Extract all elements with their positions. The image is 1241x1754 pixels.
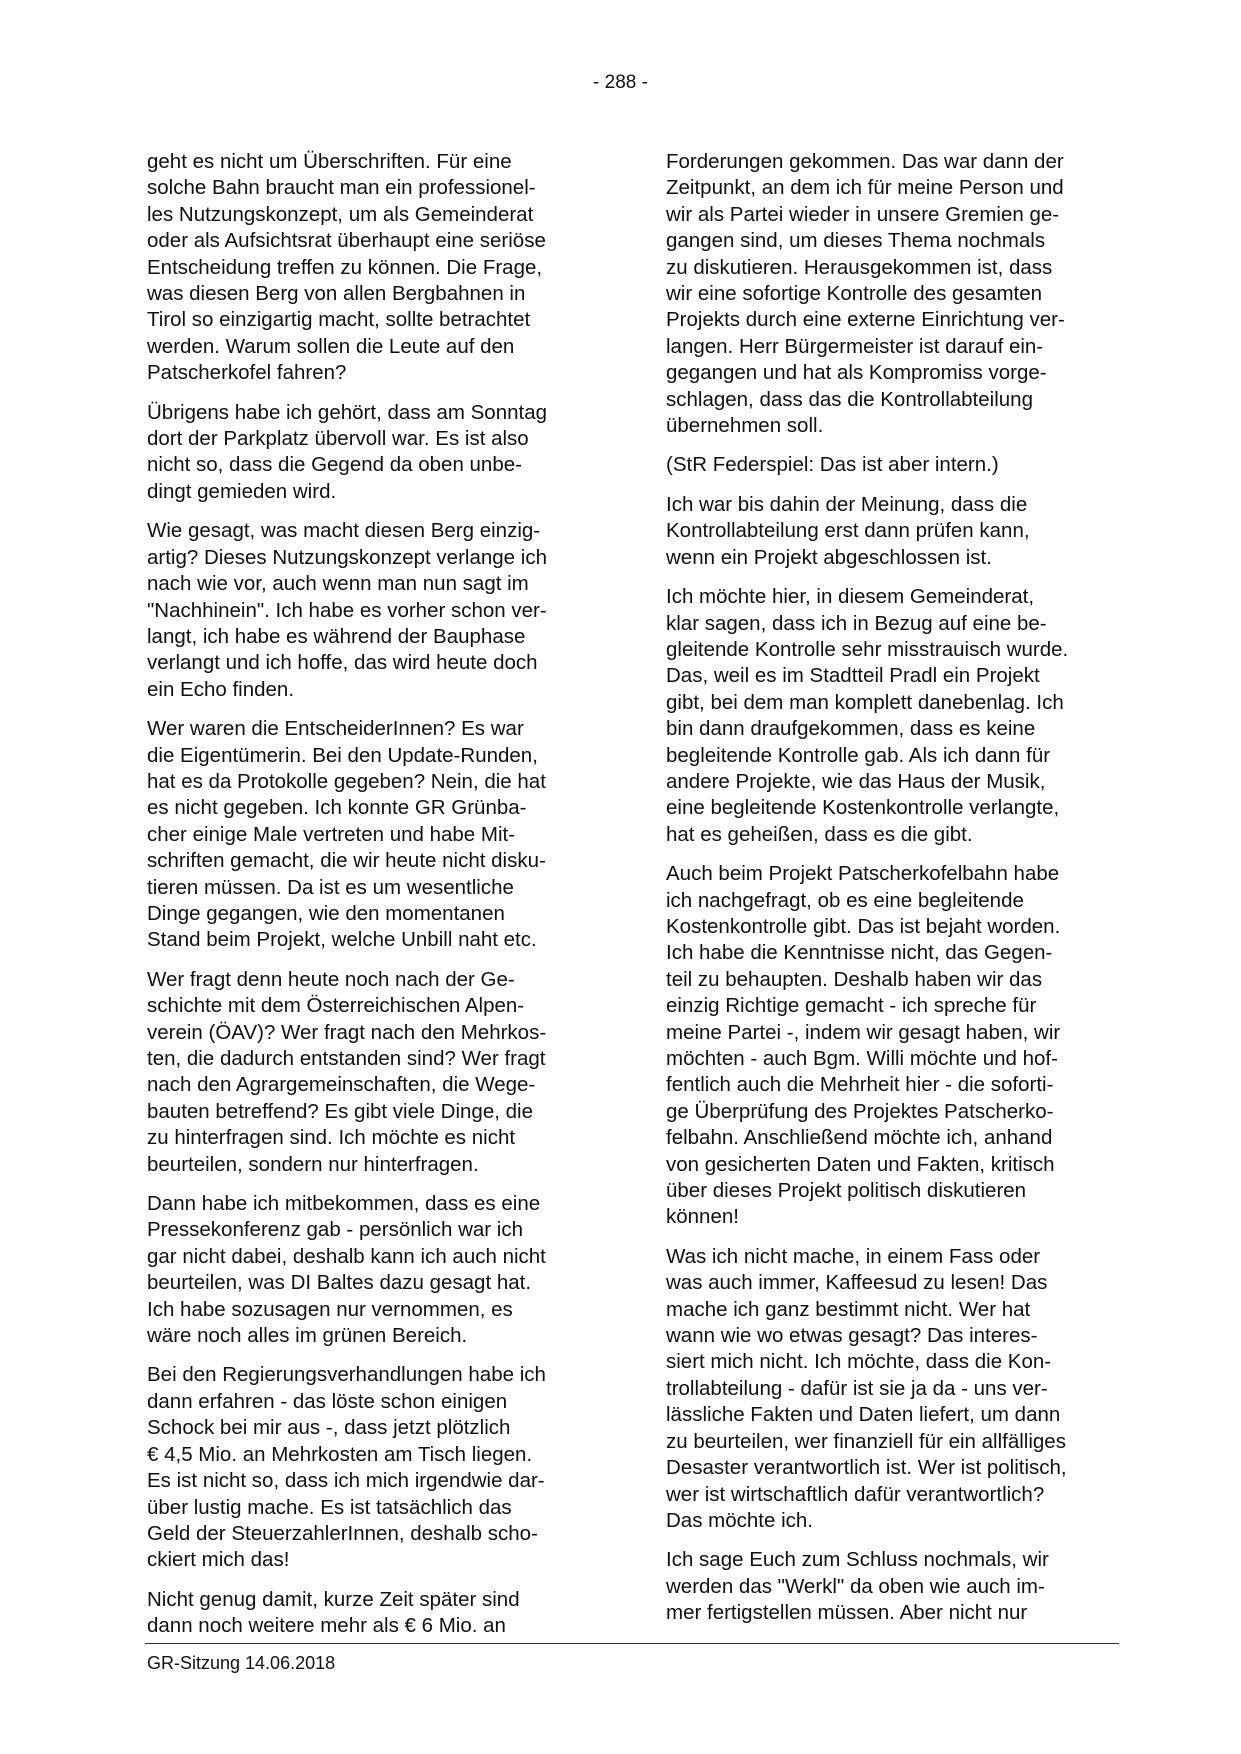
left-column: [147, 149, 583, 1653]
paragraph: Nicht genug damit, kurze Zeit später sind dann noch weitere mehr als € 6 Mio. an: [147, 1587, 520, 1638]
paragraph: Wer waren die EntscheiderInnen? Es war die Eigentümerin. Bei den Update-Runden, hat es da Protokolle gegeben? Nein, die hat es nicht gegeben. Ich konnte GR Grünba- cher einige Male vertreten und habe Mit- schriften gemacht, die wir heute nicht disku- tieren müssen. Da ist es um wesentliche Dinge gegangen, wie den momentanen Stand beim Projekt, welche Unbill naht etc.: [147, 717, 546, 952]
footer-session-date: GR-Sitzung 14.06.2018: [147, 1653, 336, 1673]
paragraph: Wie gesagt, was macht diesen Berg einzig- artig? Dieses Nutzungskonzept verlange ich nach wie vor, auch wenn man nun sagt im "Nachhinein". Ich habe es vorher schon ver- langt, ich habe es während der Bauphase verlangt und ich hoffe, das wird heute doch ein Echo finden.: [147, 519, 547, 701]
paragraph: Wer fragt denn heute noch nach der Ge- schichte mit dem Österreichischen Alpen- verein (ÖAV)? Wer fragt nach den Mehrkos- ten, die dadurch entstanden sind? Wer fragt nach den Agrargemeinschaften, die Wege- bauten betreffend? Es gibt viele Dinge, die zu hinterfragen sind. Ich möchte es nicht beurteilen, sondern nur hinterfragen.: [147, 967, 547, 1176]
paragraph: Übrigens habe ich gehört, dass am Sonntag dort der Parkplatz übervoll war. Es ist also nicht so, dass die Gegend da oben unbe- dingt gemieden wird.: [147, 400, 548, 503]
paragraph: Was ich nicht mache, in einem Fass oder was auch immer, Kaffeesud zu lesen! Das mache ich ganz bestimmt nicht. Wer hat wann wie wo etwas gesagt? Das interes- siert mich nicht. Ich möchte, dass die Kon- trollabteilung - dafür ist sie ja da - uns ver- lässliche Fakten und Daten liefert, um dann zu beurteilen, wer finanziell für ein allfälliges Desaster verantwortlich ist. Wer ist politisch, wer ist wirtschaftlich dafür verantwortlich? Das möchte ich.: [666, 1244, 1067, 1532]
right-column: [666, 149, 1118, 1640]
paragraph: Ich war bis dahin der Meinung, dass die Kontrollabteilung erst dann prüfen kann, wenn ein Projekt abgeschlossen ist.: [666, 492, 1030, 569]
paragraph: Dann habe ich mitbekommen, dass es eine Pressekonferenz gab - persönlich war ich gar nicht dabei, deshalb kann ich auch nicht beurteilen, was DI Baltes dazu gesagt hat. Ich habe sozusagen nur vernommen, es wäre noch alles im grünen Bereich.: [147, 1192, 546, 1348]
page-number: - 288 -: [593, 72, 648, 93]
paragraph: geht es nicht um Überschriften. Für eine solche Bahn braucht man ein professionel- les Nutzungskonzept, um als Gemeinderat oder als Aufsichtsrat überhaupt eine seriöse Entscheidung treffen zu können. Die Frage, was diesen Berg von allen Bergbahnen in Tirol so einzigartig macht, sollte betrachtet werden. Warum sollen die Leute auf den Patscherkofel fahren?: [147, 150, 546, 385]
paragraph: Bei den Regierungsverhandlungen habe ich dann erfahren - das löste schon einigen Schock bei mir aus -, dass jetzt plötzlich € 4,5 Mio. an Mehrkosten am Tisch liegen. Es ist nicht so, dass ich mich irgendwie dar- über lustig mache. Es ist tatsächlich das Geld der SteuerzahlerInnen, deshalb scho- ckiert mich das!: [147, 1363, 546, 1572]
paragraph: Ich möchte hier, in diesem Gemeinderat, klar sagen, dass ich in Bezug auf eine be- gleitende Kontrolle sehr misstrauisch wurde. Das, weil es im Stadtteil Pradl ein Projekt gibt, bei dem man komplett danebenlag. Ich bin dann draufgekommen, dass es keine begleitende Kontrolle gab. Als ich dann für andere Projekte, wie das Haus der Musik, eine begleitende Kostenkontrolle verlangte, hat es geheißen, dass es die gibt.: [666, 585, 1069, 846]
paragraph: Forderungen gekommen. Das war dann der Zeitpunkt, an dem ich für meine Person und wir als Partei wieder in unsere Gremien ge- gangen sind, um dieses Thema nochmals zu diskutieren. Herausgekommen ist, dass wir eine sofortige Kontrolle des gesamten Projekts durch eine externe Einrichtung ver- langen. Herr Bürgermeister ist darauf ein- gegangen und hat als Kompromiss vorge- schlagen, dass das die Kontrollabteilung übernehmen soll.: [666, 150, 1065, 438]
footer-divider: [145, 1643, 1119, 1644]
interjection: (StR Federspiel: Das ist aber intern.): [666, 453, 999, 477]
paragraph: Auch beim Projekt Patscherkofelbahn habe ich nachgefragt, ob es eine begleitende Kostenkontrolle gibt. Das ist bejaht worden. Ich habe die Kenntnisse nicht, das Gegen- teil zu behaupten. Deshalb haben wir das einzig Richtige gemacht - ich spreche für meine Partei -, indem wir gesagt haben, wir möchten - auch Bgm. Willi möchte und hof- fentlich auch die Mehrheit hier - die soforti- ge Überprüfung des Projektes Patscherko- felbahn. Anschließend möchte ich, anhand von gesicherten Daten und Fakten, kritisch über dieses Projekt politisch diskutieren können!: [666, 862, 1061, 1229]
paragraph: Ich sage Euch zum Schluss nochmals, wir werden das "Werkl" da oben wie auch im- mer fertigstellen müssen. Aber nicht nur: [666, 1548, 1049, 1625]
